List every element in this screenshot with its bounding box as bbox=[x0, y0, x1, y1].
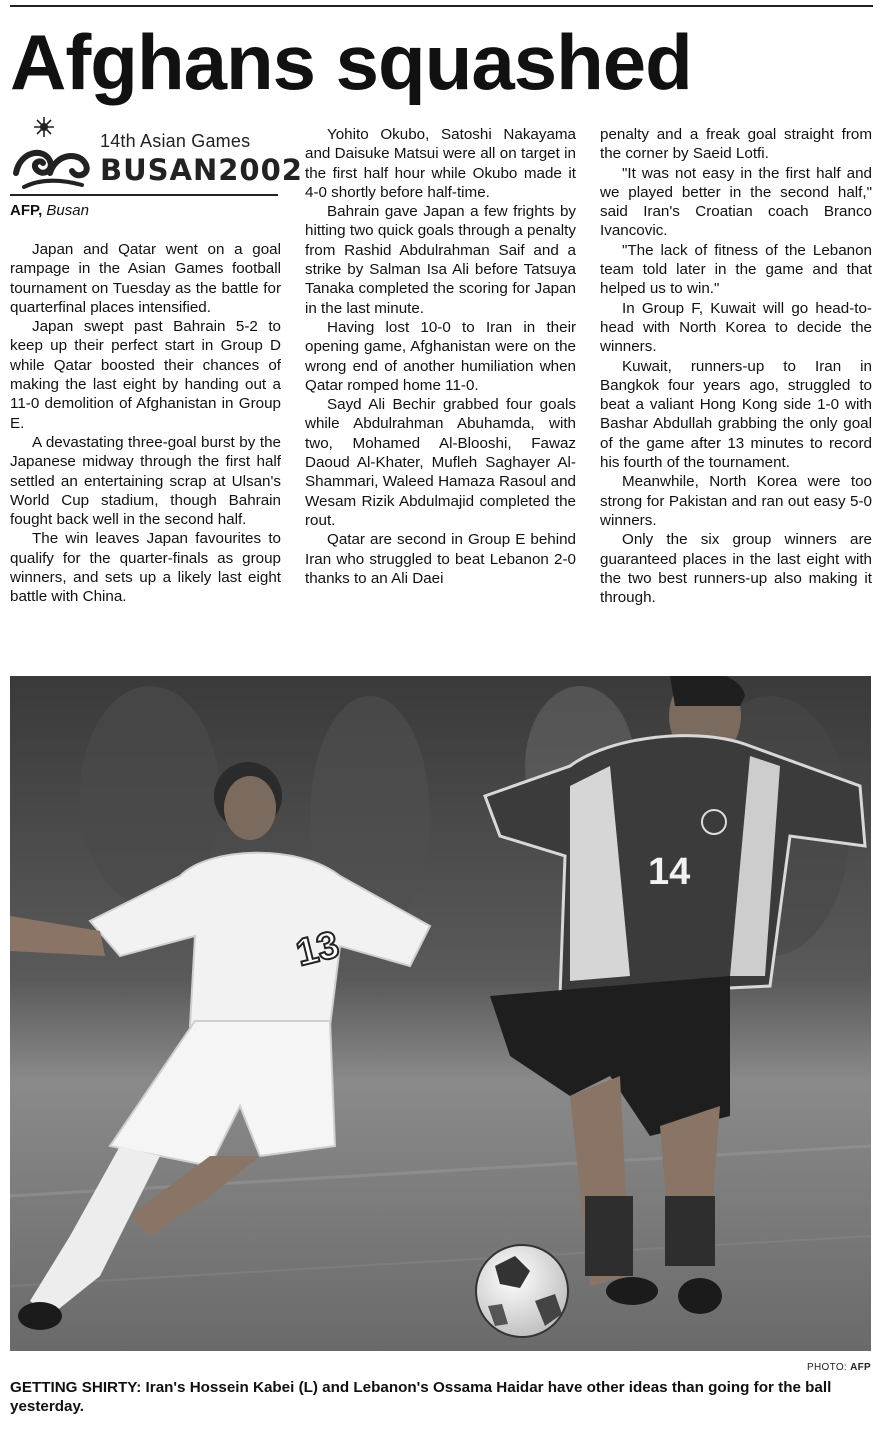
paragraph: Having lost 10-0 to Iran in their opening game, Afghanistan were on the wrong end of another humiliation when Qatar romped home 11-0. bbox=[305, 318, 576, 394]
left-shirt-number: 13 bbox=[292, 923, 344, 975]
asian-games-logo bbox=[10, 117, 303, 195]
paragraph: The win leaves Japan favourites to qualify for the quarter-finals as group winners, and sets up a likely last eight battle with China. bbox=[10, 530, 281, 606]
photo-caption: GETTING SHIRTY: Iran's Hossein Kabei (L) and Lebanon's Ossama Haidar have other ideas than going for the ball yesterday. bbox=[10, 1379, 832, 1415]
paragraph: In Group F, Kuwait will go head-to-head with North Korea to decide the winners. bbox=[600, 299, 872, 356]
headline: Afghans squashed bbox=[10, 18, 692, 106]
paragraph: Bahrain gave Japan a few frights by hitting two quick goals through a penalty from Rashid Abdulrahman Saif and a strike by Salman Isa Ali before Tatsuya Tanaka completed the scoring for Japan in the last minute. bbox=[305, 203, 576, 317]
paragraph: penalty and a freak goal straight from the corner by Saeid Lotfi. bbox=[600, 126, 872, 163]
paragraph: A devastating three-goal burst by the Japanese midway through the first half settled an entertaining scrap at Ulsan's World Cup stadium, though Bahrain fought back well in the second half. bbox=[10, 433, 281, 529]
photo-credit-source: AFP bbox=[850, 1362, 871, 1373]
article-column-3 bbox=[600, 125, 872, 607]
paragraph: "The lack of fitness of the Lebanon team told later in the game and that helped us to win." bbox=[600, 241, 872, 298]
logo-event-name: 14th Asian Games bbox=[100, 131, 251, 151]
logo-rule bbox=[10, 194, 278, 196]
paragraph: Meanwhile, North Korea were too strong for Pakistan and ran out easy 5-0 winners. bbox=[600, 473, 872, 529]
paragraph: Only the six group winners are guaranteed places in the last eight with the two best runners-up also making it through. bbox=[600, 531, 872, 607]
photo-credit-label: PHOTO: bbox=[807, 1362, 847, 1373]
article-column-1 bbox=[10, 240, 281, 607]
paragraph: Kuwait, runners-up to Iran in Bangkok four years ago, struggled to beat a valiant Hong Kong side 1-0 with Bashar Abdullah grabbing the only goal of the game after 13 minutes to record his fourth of the tournament. bbox=[600, 357, 872, 472]
soccer-ball-icon bbox=[476, 1245, 568, 1337]
right-shirt-number: 14 bbox=[648, 851, 691, 893]
paragraph: Sayd Ali Bechir grabbed four goals while Abdulrahman Abuhamda, with two, Mohamed Al-Blooshi, Fawaz Daoud Al-Khater, Mufleh Saghayer Al-Shammari, Waleed Hamaza Rasoul and Wesam Rizik Abdulmajid completed the rout. bbox=[305, 396, 576, 529]
match-photo bbox=[10, 676, 871, 1351]
paragraph: "It was not easy in the first half and we played better in the second half," said Iran's Croatian coach Branco Ivancovic. bbox=[600, 164, 872, 240]
busan-2002-emblem-icon bbox=[10, 117, 96, 195]
paragraph: Qatar are second in Group E behind Iran who struggled to beat Lebanon 2-0 thanks to an Ali Daei bbox=[305, 531, 576, 587]
logo-city-year: BUSAN2002 bbox=[100, 153, 303, 187]
photo-credit bbox=[807, 1362, 871, 1373]
paragraph: Japan and Qatar went on a goal rampage in the Asian Games football tournament on Tuesday as the battle for quarterfinal places intensified. bbox=[10, 241, 281, 316]
byline-agency: AFP, bbox=[10, 202, 43, 219]
top-rule bbox=[10, 5, 873, 7]
paragraph: Yohito Okubo, Satoshi Nakayama and Daisuke Matsui were all on target in the first half hour while Okubo made it 4-0 shortly before half-time. bbox=[305, 126, 576, 201]
photo-illustration bbox=[10, 676, 871, 1351]
byline bbox=[10, 202, 89, 219]
byline-place: Busan bbox=[46, 202, 89, 219]
paragraph: Japan swept past Bahrain 5-2 to keep up their perfect start in Group D while Qatar boosted their chances of making the last eight by handing out a 11-0 demolition of Afghanistan in Group E. bbox=[10, 318, 281, 432]
article-column-2 bbox=[305, 125, 576, 588]
